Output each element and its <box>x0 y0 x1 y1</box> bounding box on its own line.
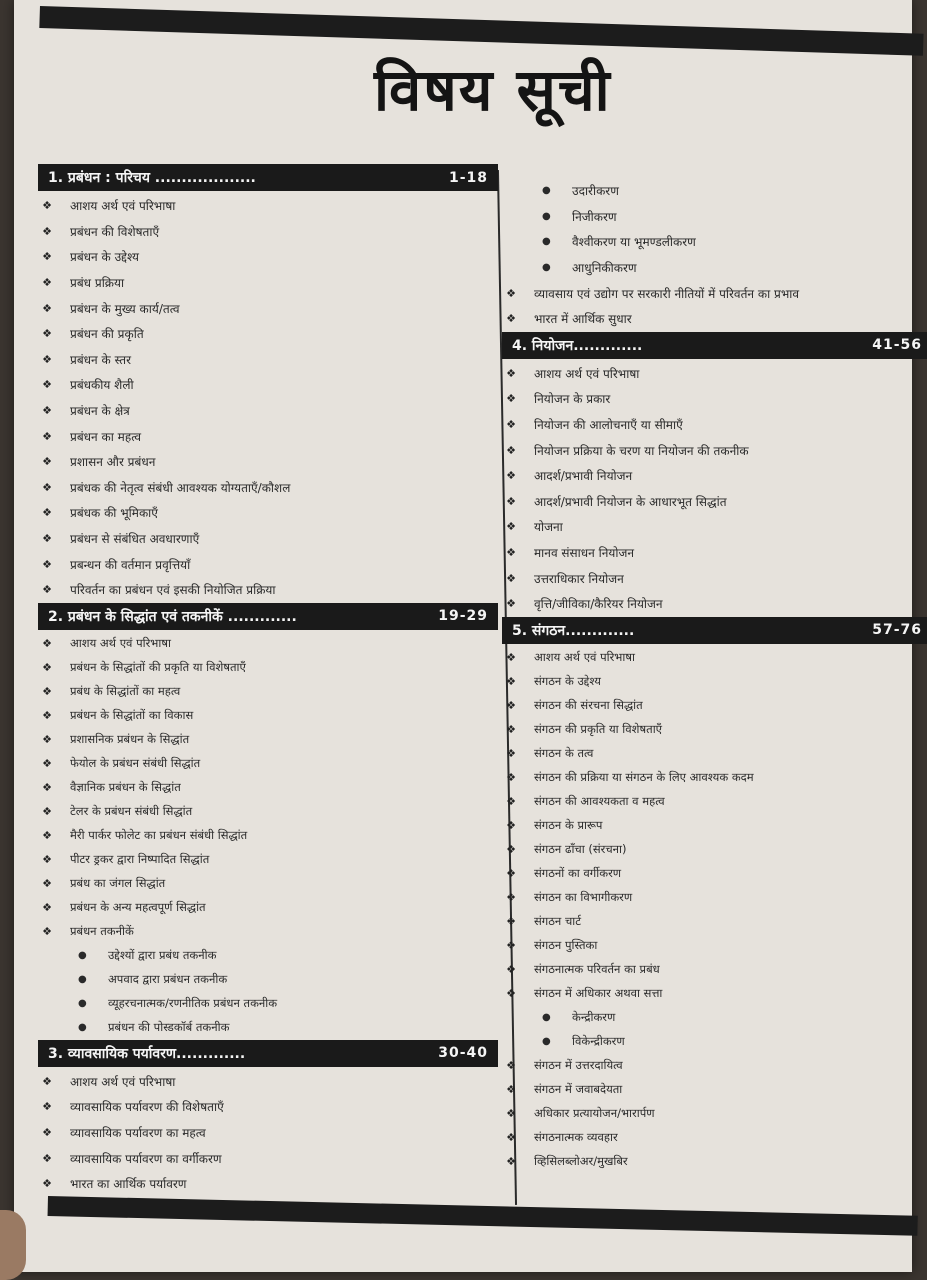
dot-bullet-icon: ● <box>78 998 87 1009</box>
section-page-range: 41-56 <box>872 337 922 354</box>
toc-item-text: व्यूहरचनात्मक/रणनीतिक प्रबंधन तकनीक <box>108 996 278 1010</box>
toc-item-text: वैश्वीकरण या भूमण्डलीकरण <box>572 235 696 250</box>
toc-item <box>502 1150 927 1174</box>
toc-item <box>38 449 498 475</box>
toc-item <box>502 565 927 591</box>
toc-item-text: संगठनों का वर्गीकरण <box>534 866 622 880</box>
dot-bullet-icon: ● <box>542 236 551 248</box>
toc-item-text: संगठन के प्रारूप <box>534 818 603 832</box>
toc-item-text: प्रबंधक की भूमिकाएँ <box>70 506 158 521</box>
section-title: 1. प्रबंधन : परिचय ................... <box>48 170 256 186</box>
toc-item <box>502 742 927 766</box>
toc-sub-item <box>502 1006 927 1030</box>
diamond-bullet-icon: ❖ <box>42 637 52 650</box>
toc-item-text: उद्देश्यों द्वारा प्रबंध तकनीक <box>108 948 217 962</box>
toc-item <box>502 862 927 886</box>
diamond-bullet-icon: ❖ <box>506 1107 516 1120</box>
toc-item-text: संगठन के तत्व <box>534 746 594 760</box>
toc-item-text: भारत का आर्थिक पर्यावरण <box>70 1177 187 1192</box>
toc-item-text: नियोजन की आलोचनाएँ या सीमाएँ <box>534 418 683 433</box>
diamond-bullet-icon: ❖ <box>42 829 52 842</box>
toc-item <box>502 489 927 515</box>
diamond-bullet-icon: ❖ <box>42 199 52 213</box>
toc-item <box>502 386 927 412</box>
diamond-bullet-icon: ❖ <box>506 891 516 904</box>
diamond-bullet-icon: ❖ <box>42 404 52 418</box>
section-title: 4. नियोजन............. <box>512 337 643 354</box>
toc-item <box>502 514 927 540</box>
diamond-bullet-icon: ❖ <box>42 532 52 546</box>
toc-item <box>38 1069 498 1095</box>
diamond-bullet-icon: ❖ <box>506 494 516 508</box>
diamond-bullet-icon: ❖ <box>42 781 52 794</box>
toc-item-text: वैज्ञानिक प्रबंधन के सिद्धांत <box>70 780 181 794</box>
toc-item <box>502 934 927 958</box>
toc-item <box>38 1120 498 1146</box>
toc-item-text: प्रबंधन की प्रकृति <box>70 327 144 342</box>
toc-item-text: आदर्श/प्रभावी नियोजन के आधारभूत सिद्धांत <box>534 494 727 509</box>
toc-item-text: संगठनात्मक व्यवहार <box>534 1130 618 1144</box>
toc-item <box>502 790 927 814</box>
toc-item <box>38 500 498 526</box>
toc-item <box>502 280 927 306</box>
diamond-bullet-icon: ❖ <box>506 469 516 483</box>
section-header-3 <box>38 1040 498 1067</box>
diamond-bullet-icon: ❖ <box>506 1155 516 1168</box>
toc-item-text: प्रशासनिक प्रबंधन के सिद्धांत <box>70 732 190 746</box>
toc-item-text: संगठन का विभागीकरण <box>534 890 633 904</box>
toc-item <box>38 680 498 704</box>
diamond-bullet-icon: ❖ <box>506 392 516 406</box>
diamond-bullet-icon: ❖ <box>506 571 516 585</box>
toc-item-text: प्रबंध का जंगल सिद्धांत <box>70 876 166 890</box>
toc-item <box>502 1126 927 1150</box>
diamond-bullet-icon: ❖ <box>506 987 516 1000</box>
section-header-1 <box>38 164 498 191</box>
toc-item <box>502 886 927 910</box>
diamond-bullet-icon: ❖ <box>506 286 516 300</box>
diamond-bullet-icon: ❖ <box>506 747 516 760</box>
diamond-bullet-icon: ❖ <box>506 597 516 611</box>
toc-item-text: प्रबंधन के क्षेत्र <box>70 404 130 419</box>
toc-item-text: व्हिसिलब्लोअर/मुखबिर <box>534 1154 628 1168</box>
toc-item <box>38 372 498 398</box>
diamond-bullet-icon: ❖ <box>42 757 52 770</box>
diamond-bullet-icon: ❖ <box>42 733 52 746</box>
dot-bullet-icon: ● <box>542 262 551 274</box>
toc-sub-item <box>38 968 498 992</box>
toc-item-text: प्रबंधन की पोस्डकॉर्ब तकनीक <box>108 1020 230 1034</box>
toc-item-text: प्रबंधन के स्तर <box>70 352 131 367</box>
toc-item <box>502 591 927 617</box>
toc-item-text: विकेन्द्रीकरण <box>572 1034 625 1048</box>
toc-item-text: आशय अर्थ एवं परिभाषा <box>70 1074 176 1089</box>
toc-item <box>38 728 498 752</box>
toc-item-text: संगठनात्मक परिवर्तन का प्रबंध <box>534 962 660 976</box>
toc-item-text: प्रबंध के सिद्धांतों का महत्व <box>70 684 181 698</box>
diamond-bullet-icon: ❖ <box>506 867 516 880</box>
toc-item-text: संगठन में अधिकार अथवा सत्ता <box>534 986 663 1000</box>
toc-item <box>38 1171 498 1197</box>
toc-item <box>38 398 498 424</box>
toc-item <box>38 848 498 872</box>
toc-item <box>38 632 498 656</box>
toc-item-text: प्रशासन और प्रबंधन <box>70 455 156 470</box>
section-header-4 <box>502 332 927 359</box>
diamond-bullet-icon: ❖ <box>42 1177 52 1191</box>
diamond-bullet-icon: ❖ <box>42 276 52 290</box>
toc-item <box>38 193 498 219</box>
diamond-bullet-icon: ❖ <box>42 557 52 571</box>
toc-item-text: प्रबंधकीय शैली <box>70 378 134 393</box>
toc-item <box>38 752 498 776</box>
toc-item <box>502 718 927 742</box>
toc-item <box>38 295 498 321</box>
diamond-bullet-icon: ❖ <box>42 429 52 443</box>
toc-item-text: संगठन की प्रक्रिया या संगठन के लिए आवश्यक कदम <box>534 770 754 784</box>
diamond-bullet-icon: ❖ <box>506 963 516 976</box>
diamond-bullet-icon: ❖ <box>42 301 52 315</box>
diamond-bullet-icon: ❖ <box>506 418 516 432</box>
toc-item <box>502 646 927 670</box>
toc-item-text: प्रबंधन के सिद्धांतों की प्रकृति या विशेषताएँ <box>70 660 246 674</box>
toc-item-text: संगठन की आवश्यकता व महत्व <box>534 794 665 808</box>
toc-item <box>502 306 927 332</box>
section-title: 2. प्रबंधन के सिद्धांत एवं तकनीकें ............. <box>48 608 297 625</box>
toc-item <box>502 437 927 463</box>
diamond-bullet-icon: ❖ <box>506 939 516 952</box>
toc-item <box>502 814 927 838</box>
dot-bullet-icon: ● <box>542 1012 551 1023</box>
toc-item <box>502 540 927 566</box>
toc-sub-item <box>502 1030 927 1054</box>
toc-item <box>502 694 927 718</box>
toc-item <box>38 1145 498 1171</box>
section-header-2 <box>38 603 498 630</box>
diamond-bullet-icon: ❖ <box>42 925 52 938</box>
toc-item-text: आशय अर्थ एवं परिभाषा <box>70 199 176 214</box>
toc-item <box>38 800 498 824</box>
toc-item-text: संगठन की प्रकृति या विशेषताएँ <box>534 722 663 736</box>
left-column <box>38 164 498 1204</box>
thumb <box>0 1210 26 1280</box>
toc-item-text: प्रबन्धन की वर्तमान प्रवृत्तियाँ <box>70 557 191 572</box>
diamond-bullet-icon: ❖ <box>42 480 52 494</box>
toc-item <box>38 704 498 728</box>
page-title: विषय सूची <box>374 56 612 124</box>
toc-item <box>38 920 498 944</box>
section-page-range: 30-40 <box>438 1045 488 1061</box>
toc-item-text: अपवाद द्वारा प्रबंधन तकनीक <box>108 972 228 986</box>
toc-item-text: नियोजन के प्रकार <box>534 392 611 407</box>
diamond-bullet-icon: ❖ <box>42 583 52 597</box>
diamond-bullet-icon: ❖ <box>506 675 516 688</box>
section-title: 3. व्यावसायिक पर्यावरण............. <box>48 1045 246 1062</box>
diamond-bullet-icon: ❖ <box>506 520 516 534</box>
toc-item-text: आदर्श/प्रभावी नियोजन <box>534 469 633 484</box>
toc-item <box>38 244 498 270</box>
dot-bullet-icon: ● <box>78 1022 87 1033</box>
toc-item <box>38 656 498 680</box>
diamond-bullet-icon: ❖ <box>506 699 516 712</box>
toc-item <box>38 270 498 296</box>
dot-bullet-icon: ● <box>542 185 551 197</box>
toc-item-text: अधिकार प्रत्यायोजन/भारार्पण <box>534 1106 655 1120</box>
toc-item-text: संगठन के उद्देश्य <box>534 674 601 688</box>
toc-item-text: प्रबंधन से संबंधित अवधारणाएँ <box>70 532 200 547</box>
section-page-range: 19-29 <box>438 608 488 624</box>
diamond-bullet-icon: ❖ <box>42 1074 52 1088</box>
toc-item <box>38 577 498 603</box>
toc-item-text: व्यावसायिक पर्यावरण का महत्व <box>70 1125 206 1140</box>
toc-item-text: केन्द्रीकरण <box>572 1010 616 1024</box>
toc-item-text: वृत्ति/जीविका/कैरियर नियोजन <box>534 597 663 612</box>
diamond-bullet-icon: ❖ <box>506 771 516 784</box>
diamond-bullet-icon: ❖ <box>42 877 52 890</box>
toc-sub-item <box>502 229 927 255</box>
toc-item <box>38 872 498 896</box>
diamond-bullet-icon: ❖ <box>506 546 516 560</box>
dot-bullet-icon: ● <box>542 210 551 222</box>
toc-item <box>502 910 927 934</box>
toc-item <box>38 423 498 449</box>
diamond-bullet-icon: ❖ <box>506 366 516 380</box>
toc-item <box>502 412 927 438</box>
toc-item <box>38 475 498 501</box>
toc-item-text: प्रबंधन तकनीकें <box>70 924 134 938</box>
diamond-bullet-icon: ❖ <box>42 250 52 264</box>
toc-sub-item <box>38 944 498 968</box>
diamond-bullet-icon: ❖ <box>42 1151 52 1165</box>
diamond-bullet-icon: ❖ <box>506 795 516 808</box>
toc-item <box>38 776 498 800</box>
toc-sub-item <box>38 1016 498 1040</box>
toc-item-text: नियोजन प्रक्रिया के चरण या नियोजन की तकनीक <box>534 443 749 458</box>
diamond-bullet-icon: ❖ <box>506 443 516 457</box>
toc-item-text: उत्तराधिकार नियोजन <box>534 571 624 586</box>
toc-item-text: प्रबंधन के अन्य महत्वपूर्ण सिद्धांत <box>70 900 206 914</box>
diamond-bullet-icon: ❖ <box>506 723 516 736</box>
diamond-bullet-icon: ❖ <box>42 661 52 674</box>
toc-item <box>502 1054 927 1078</box>
toc-item <box>38 896 498 920</box>
toc-item-text: मानव संसाधन नियोजन <box>534 546 635 561</box>
toc-item-text: मैरी पार्कर फोलेट का प्रबंधन संबंधी सिद्धांत <box>70 828 248 842</box>
right-column <box>502 178 927 1218</box>
toc-item-text: आशय अर्थ एवं परिभाषा <box>534 366 640 381</box>
toc-sub-item <box>502 178 927 204</box>
diamond-bullet-icon: ❖ <box>42 901 52 914</box>
toc-item <box>38 321 498 347</box>
diamond-bullet-icon: ❖ <box>506 1131 516 1144</box>
diamond-bullet-icon: ❖ <box>506 843 516 856</box>
diamond-bullet-icon: ❖ <box>42 378 52 392</box>
diamond-bullet-icon: ❖ <box>42 1100 52 1114</box>
toc-item-text: प्रबंधन के उद्देश्य <box>70 250 140 265</box>
toc-sub-item <box>502 255 927 281</box>
toc-item-text: निजीकरण <box>572 209 617 224</box>
toc-item-text: फेयोल के प्रबंधन संबंधी सिद्धांत <box>70 756 201 770</box>
toc-item-text: व्यावसायिक पर्यावरण की विशेषताएँ <box>70 1100 224 1115</box>
toc-item-text: पीटर ड्रकर द्वारा निष्पादित सिद्धांत <box>70 852 210 866</box>
toc-item-text: प्रबंध प्रक्रिया <box>70 276 125 291</box>
toc-item-text: आधुनिकीकरण <box>572 261 637 276</box>
diamond-bullet-icon: ❖ <box>42 224 52 238</box>
toc-item <box>38 347 498 373</box>
toc-item <box>502 958 927 982</box>
toc-item-text: व्यावसायिक पर्यावरण का वर्गीकरण <box>70 1151 222 1166</box>
diamond-bullet-icon: ❖ <box>42 506 52 520</box>
toc-item-text: प्रबंधक की नेतृत्व संबंधी आवश्यक योग्यताएँ/कौशल <box>70 480 291 495</box>
toc-item-text: संगठन की संरचना सिद्धांत <box>534 698 643 712</box>
toc-item-text: उदारीकरण <box>572 184 619 199</box>
diamond-bullet-icon: ❖ <box>506 819 516 832</box>
toc-item-text: आशय अर्थ एवं परिभाषा <box>534 650 635 664</box>
toc-sub-item <box>502 204 927 230</box>
diamond-bullet-icon: ❖ <box>42 1125 52 1139</box>
toc-item-text: योजना <box>534 520 563 535</box>
toc-item-text: संगठन चार्ट <box>534 914 582 928</box>
diamond-bullet-icon: ❖ <box>42 805 52 818</box>
section-page-range: 57-76 <box>872 622 922 638</box>
toc-sub-item <box>38 992 498 1016</box>
toc-item-text: प्रबंधन के सिद्धांतों का विकास <box>70 708 194 722</box>
toc-item-text: परिवर्तन का प्रबंधन एवं इसकी नियोजित प्रक्रिया <box>70 583 276 598</box>
toc-item-text: प्रबंधन का महत्व <box>70 429 142 444</box>
toc-item <box>502 463 927 489</box>
toc-item <box>502 982 927 1006</box>
toc-item <box>38 219 498 245</box>
toc-item <box>38 1094 498 1120</box>
toc-item-text: टेलर के प्रबंधन संबंधी सिद्धांत <box>70 804 193 818</box>
diamond-bullet-icon: ❖ <box>42 709 52 722</box>
section-page-range: 1-18 <box>448 169 488 186</box>
toc-item-text: व्यावसाय एवं उद्योग पर सरकारी नीतियों में परिवर्तन का प्रभाव <box>534 286 800 301</box>
section-header-5 <box>502 617 927 644</box>
toc-item-text: संगठन ढाँचा (संरचना) <box>534 842 627 856</box>
toc-item-text: आशय अर्थ एवं परिभाषा <box>70 636 171 650</box>
toc-item-text: संगठन में उत्तरदायित्व <box>534 1058 623 1072</box>
toc-item <box>502 838 927 862</box>
diamond-bullet-icon: ❖ <box>506 651 516 664</box>
toc-item-text: संगठन में जवाबदेयता <box>534 1082 623 1096</box>
toc-item <box>38 551 498 577</box>
toc-item <box>502 1102 927 1126</box>
toc-item <box>502 361 927 387</box>
toc-item <box>502 670 927 694</box>
book-page <box>14 0 922 1272</box>
dot-bullet-icon: ● <box>542 1036 551 1047</box>
toc-item-text: प्रबंधन की विशेषताएँ <box>70 224 160 239</box>
diamond-bullet-icon: ❖ <box>42 327 52 341</box>
diamond-bullet-icon: ❖ <box>506 312 516 326</box>
dot-bullet-icon: ● <box>78 974 87 985</box>
diamond-bullet-icon: ❖ <box>506 915 516 928</box>
toc-item <box>502 1078 927 1102</box>
dot-bullet-icon: ● <box>78 950 87 961</box>
diamond-bullet-icon: ❖ <box>42 455 52 469</box>
section-title: 5. संगठन............. <box>512 622 635 639</box>
toc-item-text: भारत में आर्थिक सुधार <box>534 312 632 327</box>
diamond-bullet-icon: ❖ <box>506 1083 516 1096</box>
diamond-bullet-icon: ❖ <box>42 853 52 866</box>
toc-item-text: संगठन पुस्तिका <box>534 938 598 952</box>
diamond-bullet-icon: ❖ <box>42 352 52 366</box>
toc-item <box>38 526 498 552</box>
toc-item <box>38 824 498 848</box>
diamond-bullet-icon: ❖ <box>506 1059 516 1072</box>
toc-item <box>502 766 927 790</box>
toc-item-text: प्रबंधन के मुख्य कार्य/तत्व <box>70 301 180 316</box>
diamond-bullet-icon: ❖ <box>42 685 52 698</box>
